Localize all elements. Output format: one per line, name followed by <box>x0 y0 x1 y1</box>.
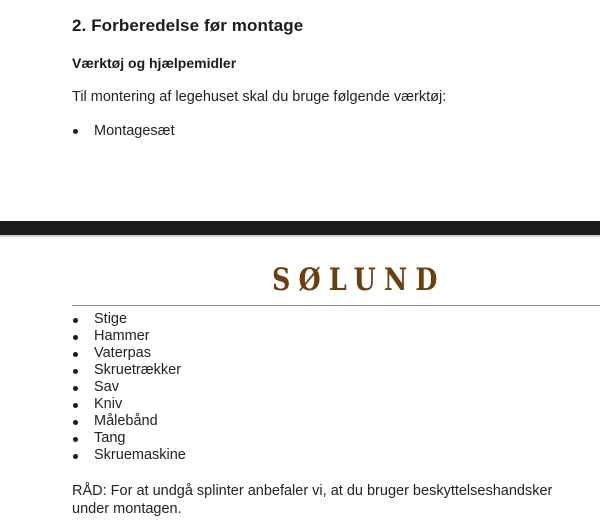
bullet-icon <box>73 335 78 340</box>
bullet-icon <box>73 454 78 459</box>
list-item <box>72 122 175 140</box>
list-item-label: Vaterpas <box>94 345 151 361</box>
list-item-label: Skruemaskine <box>94 447 186 463</box>
list-item <box>72 447 186 464</box>
list-item <box>72 328 186 345</box>
list-item <box>72 362 186 379</box>
bullet-icon <box>73 369 78 374</box>
list-item <box>72 379 186 396</box>
list-item-label: Sav <box>94 379 119 395</box>
page-break-separator <box>0 221 600 237</box>
list-item-label: Hammer <box>94 328 150 344</box>
section-title: 2. Forberedelse før montage <box>72 16 304 35</box>
bullet-icon <box>73 386 78 391</box>
bullet-icon <box>73 403 78 408</box>
bullet-icon <box>73 352 78 357</box>
list-item <box>72 430 186 447</box>
list-item <box>72 413 186 430</box>
bullet-icon <box>73 420 78 425</box>
list-item-label: Kniv <box>94 396 123 412</box>
header-rule <box>72 305 600 306</box>
tools-list-top <box>72 122 175 140</box>
brand-logo: SØLUND <box>272 262 446 298</box>
bullet-icon <box>73 437 78 442</box>
list-item <box>72 396 186 413</box>
intro-paragraph: Til montering af legehuset skal du bruge følgende værktøj: <box>72 89 447 105</box>
list-item <box>72 345 186 362</box>
bullet-icon <box>73 318 78 323</box>
document-page-top <box>0 0 600 221</box>
list-item-label: Tang <box>94 430 126 446</box>
safety-tip: RÅD: For at undgå splinter anbefaler vi, at du bruger beskyttelseshandsker under montagen. <box>72 483 553 517</box>
list-item-label: Montagesæt <box>94 123 175 139</box>
subsection-title: Værktøj og hjælpemidler <box>72 55 237 71</box>
tools-list <box>72 311 186 464</box>
list-item <box>72 311 186 328</box>
list-item-label: Målebånd <box>94 413 158 429</box>
bullet-icon <box>73 129 78 134</box>
list-item-label: Skruetrækker <box>94 362 182 378</box>
list-item-label: Stige <box>94 311 128 327</box>
